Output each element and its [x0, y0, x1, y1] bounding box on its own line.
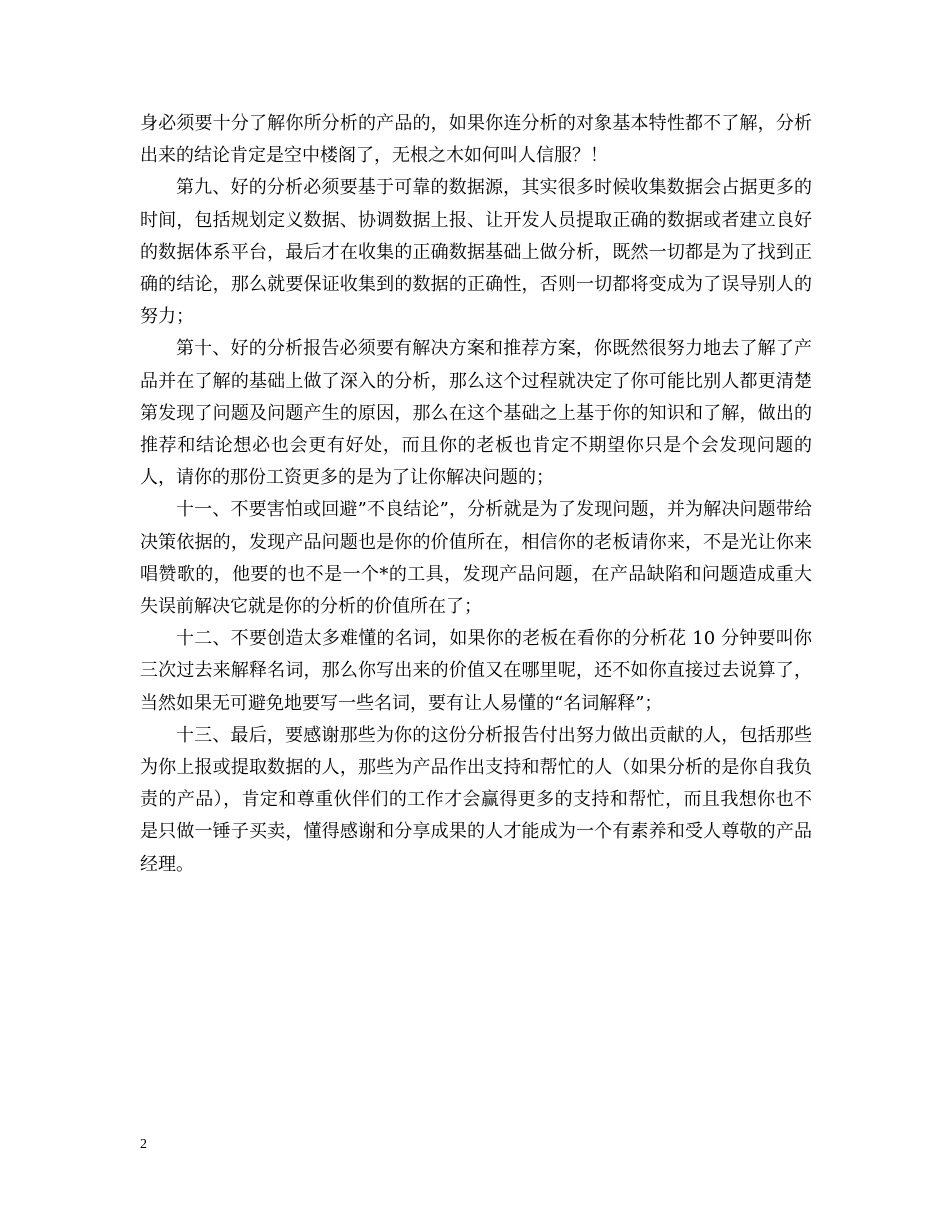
paragraph-twelfth: 十二、不要创造太多难懂的名词，如果你的老板在看你的分析花 10 分钟要叫你三次过去来解释名词，那么你写出来的价值又在哪里呢，还不如你直接过去说算了，当然如果无可避免地要写一些名词，要有让人易懂的“名词解释”；	[140, 628, 812, 714]
paragraph-ninth: 第九、好的分析必须要基于可靠的数据源，其实很多时候收集数据会占据更多的时间，包括规划定义数据、协调数据上报、让开发人员提取正确的数据或者建立良好的数据体系平台，最后才在收集的正确数据基础上做分析，既然一切都是为了找到正确的结论，那么就要保证收集到的数据的正确性，否则一切都将变成为了误导别人的努力；	[140, 177, 812, 328]
paragraph-eleventh: 十一、不要害怕或回避”不良结论”，分析就是为了发现问题，并为解决问题带给决策依据的，发现产品问题也是你的价值所在，相信你的老板请你来，不是光让你来唱赞歌的，他要的也不是一个*的工具，发现产品问题，在产品缺陷和问题造成重大失误前解决它就是你的分析的价值所在了；	[140, 499, 812, 618]
page-number: 2	[140, 1137, 147, 1152]
body-text	[140, 108, 812, 881]
paragraph-thirteenth: 十三、最后，要感谢那些为你的这份分析报告付出努力做出贡献的人，包括那些为你上报或提取数据的人，那些为产品作出支持和帮忙的人（如果分析的是你自我负责的产品），肯定和尊重伙伴们的工作才会赢得更多的支持和帮忙，而且我想你也不是只做一锤子买卖，懂得感谢和分享成果的人才能成为一个有素养和受人尊敬的产品经理。	[140, 724, 812, 875]
paragraph-continuation: 身必须要十分了解你所分析的产品的，如果你连分析的对象基本特性都不了解，分析出来的结论肯定是空中楼阁了，无根之木如何叫人信服？！	[140, 113, 812, 167]
paragraph-tenth: 第十、好的分析报告必须要有解决方案和推荐方案，你既然很努力地去了解了产品并在了解的基础上做了深入的分析，那么这个过程就决定了你可能比别人都更清楚第发现了问题及问题产生的原因，那么在这个基础之上基于你的知识和了解，做出的推荐和结论想必也会更有好处，而且你的老板也肯定不期望你只是个会发现问题的人，请你的那份工资更多的是为了让你解决问题的；	[140, 338, 812, 489]
